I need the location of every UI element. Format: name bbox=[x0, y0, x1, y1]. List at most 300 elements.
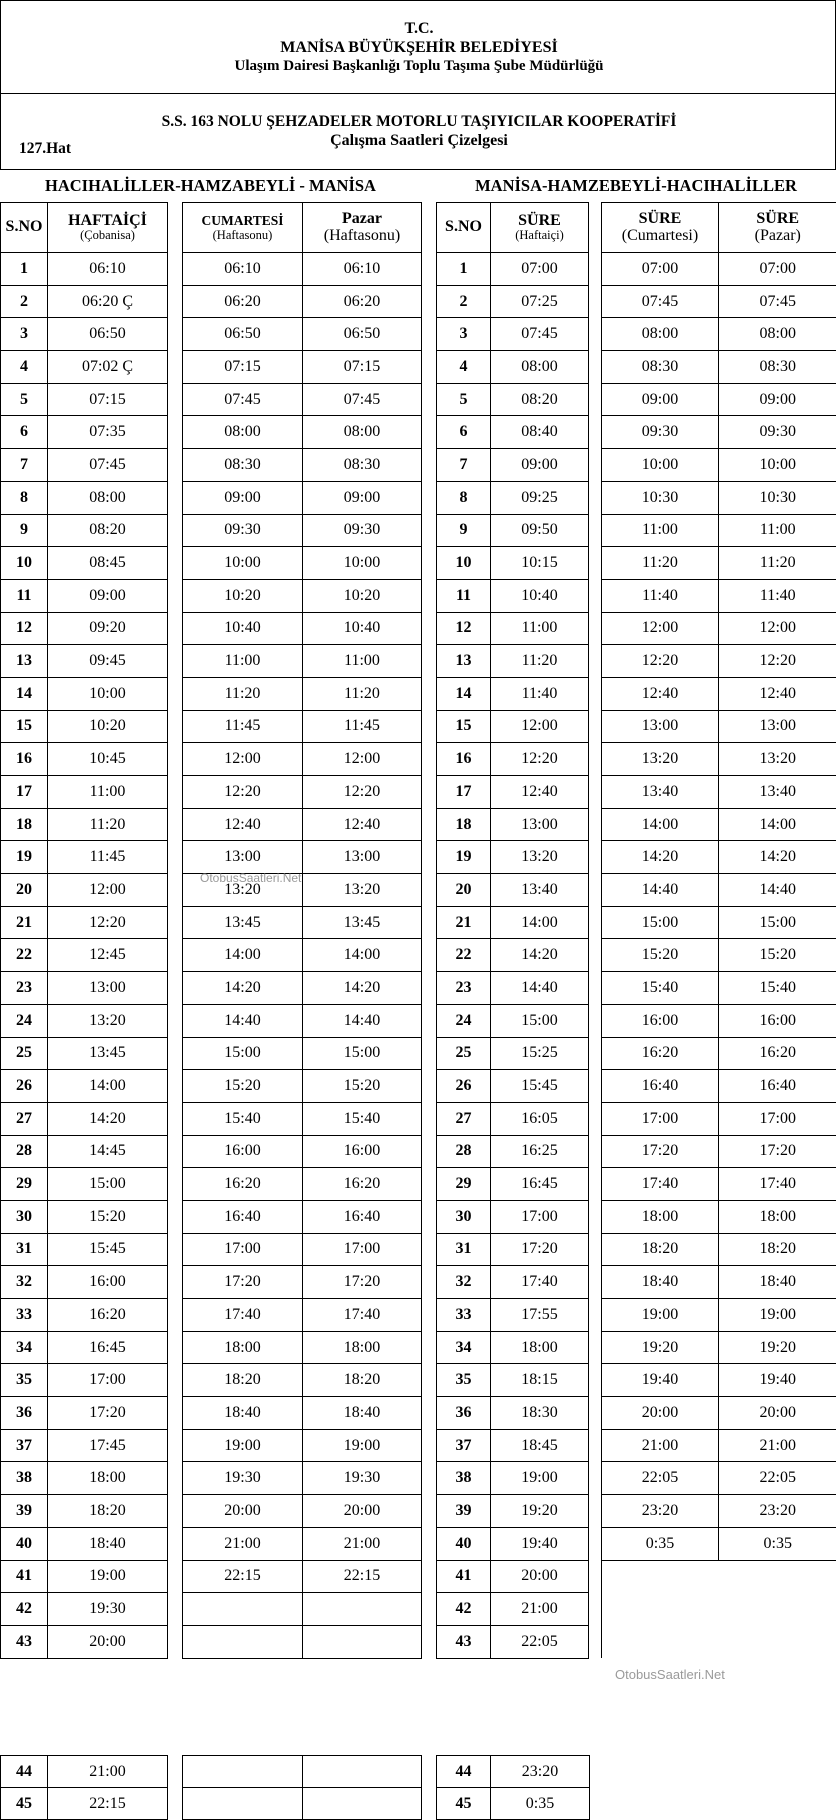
sunday-time: 20:00 bbox=[719, 1397, 836, 1430]
column-gap bbox=[589, 449, 602, 482]
weekday-time: 16:05 bbox=[491, 1102, 589, 1135]
table-row bbox=[1, 253, 422, 286]
row-number: 17 bbox=[1, 776, 48, 809]
row-number: 21 bbox=[437, 906, 491, 939]
weekday-time: 09:45 bbox=[48, 645, 168, 678]
weekday-time: 08:00 bbox=[491, 351, 589, 384]
column-gap bbox=[589, 318, 602, 351]
weekday-time: 14:20 bbox=[491, 939, 589, 972]
column-gap bbox=[168, 874, 183, 907]
sunday-time: 17:20 bbox=[719, 1135, 836, 1168]
saturday-time: 19:30 bbox=[183, 1462, 303, 1495]
weekday-time: 07:45 bbox=[491, 318, 589, 351]
sunday-time: 19:30 bbox=[303, 1462, 422, 1495]
row-number: 41 bbox=[437, 1560, 491, 1593]
left-route-title: HACIHALİLLER-HAMZABEYLİ - MANİSA bbox=[0, 170, 421, 202]
sunday-time: 18:00 bbox=[719, 1200, 836, 1233]
weekday-time: 14:45 bbox=[48, 1135, 168, 1168]
saturday-time: 11:00 bbox=[602, 514, 719, 547]
table-row bbox=[1, 1168, 422, 1201]
saturday-time: 16:20 bbox=[602, 1037, 719, 1070]
column-gap bbox=[589, 1200, 602, 1233]
column-gap bbox=[168, 612, 183, 645]
table-row bbox=[1, 1788, 422, 1820]
subheader-box bbox=[0, 93, 836, 170]
sunday-time: 22:05 bbox=[719, 1462, 836, 1495]
column-gap bbox=[168, 1364, 183, 1397]
saturday-time bbox=[602, 1593, 719, 1626]
row-number: 35 bbox=[1, 1364, 48, 1397]
sunday-time: 12:20 bbox=[303, 776, 422, 809]
saturday-time: 12:40 bbox=[602, 677, 719, 710]
sunday-time: 12:40 bbox=[719, 677, 836, 710]
sunday-time: 15:00 bbox=[303, 1037, 422, 1070]
table-row bbox=[1, 972, 422, 1005]
saturday-time: 11:00 bbox=[183, 645, 303, 678]
weekday-time: 13:20 bbox=[491, 841, 589, 874]
saturday-time: 12:40 bbox=[183, 808, 303, 841]
weekday-time: 13:20 bbox=[48, 1004, 168, 1037]
table-row bbox=[1, 1397, 422, 1430]
weekday-time: 08:20 bbox=[491, 383, 589, 416]
table-row bbox=[1, 939, 422, 972]
sunday-time: 18:20 bbox=[719, 1233, 836, 1266]
table-row bbox=[1, 1233, 422, 1266]
table-row bbox=[437, 383, 836, 416]
row-number: 15 bbox=[1, 710, 48, 743]
sunday-time: 14:20 bbox=[719, 841, 836, 874]
table-row bbox=[1, 547, 422, 580]
saturday-time: 17:20 bbox=[602, 1135, 719, 1168]
table-row bbox=[437, 1527, 836, 1560]
saturday-time bbox=[183, 1788, 303, 1820]
column-gap bbox=[589, 351, 602, 384]
row-number: 21 bbox=[1, 906, 48, 939]
weekday-time: 18:20 bbox=[48, 1495, 168, 1528]
row-number: 10 bbox=[1, 547, 48, 580]
row-number: 13 bbox=[437, 645, 491, 678]
column-gap bbox=[589, 776, 602, 809]
sunday-time: 19:40 bbox=[719, 1364, 836, 1397]
column-gap bbox=[168, 1004, 183, 1037]
sunday-time: 07:45 bbox=[719, 285, 836, 318]
saturday-time: 14:20 bbox=[602, 841, 719, 874]
table-row bbox=[1, 776, 422, 809]
saturday-time: 12:00 bbox=[183, 743, 303, 776]
sunday-time: 08:30 bbox=[719, 351, 836, 384]
row-number: 18 bbox=[437, 808, 491, 841]
column-gap bbox=[168, 776, 183, 809]
table-row bbox=[437, 1037, 836, 1070]
weekday-time: 07:02 Ç bbox=[48, 351, 168, 384]
table-row bbox=[1, 449, 422, 482]
weekday-time: 16:00 bbox=[48, 1266, 168, 1299]
column-gap bbox=[168, 1168, 183, 1201]
row-number: 26 bbox=[1, 1070, 48, 1103]
weekday-time: 12:00 bbox=[491, 710, 589, 743]
column-gap bbox=[168, 1102, 183, 1135]
column-gap bbox=[589, 1102, 602, 1135]
table-row bbox=[1, 1070, 422, 1103]
table-row bbox=[437, 547, 836, 580]
column-gap bbox=[168, 1527, 183, 1560]
saturday-time: 10:00 bbox=[602, 449, 719, 482]
saturday-time bbox=[183, 1593, 303, 1626]
row-number: 44 bbox=[437, 1756, 491, 1788]
table-row bbox=[1, 514, 422, 547]
sunday-time: 07:45 bbox=[303, 383, 422, 416]
row-number: 6 bbox=[1, 416, 48, 449]
sunday-time: 21:00 bbox=[719, 1429, 836, 1462]
table-row bbox=[1, 383, 422, 416]
left-header-no: S.NO bbox=[1, 203, 48, 253]
table-row bbox=[1, 1135, 422, 1168]
row-number: 38 bbox=[1, 1462, 48, 1495]
row-number: 27 bbox=[1, 1102, 48, 1135]
weekday-time: 13:00 bbox=[48, 972, 168, 1005]
column-gap bbox=[168, 1135, 183, 1168]
column-gap bbox=[168, 906, 183, 939]
row-number: 44 bbox=[1, 1756, 48, 1788]
weekday-time: 11:00 bbox=[491, 612, 589, 645]
sunday-time: 13:00 bbox=[719, 710, 836, 743]
column-gap bbox=[168, 972, 183, 1005]
table-row bbox=[437, 514, 836, 547]
saturday-time: 17:40 bbox=[183, 1299, 303, 1332]
cooperative-name: S.S. 163 NOLU ŞEHZADELER MOTORLU TAŞIYICILAR KOOPERATİFİ bbox=[1, 113, 836, 131]
column-gap bbox=[168, 351, 183, 384]
saturday-time: 17:00 bbox=[183, 1233, 303, 1266]
saturday-time: 12:20 bbox=[602, 645, 719, 678]
table-row bbox=[1, 285, 422, 318]
sunday-time: 08:00 bbox=[719, 318, 836, 351]
saturday-time: 07:45 bbox=[183, 383, 303, 416]
row-number: 25 bbox=[437, 1037, 491, 1070]
saturday-time: 15:00 bbox=[183, 1037, 303, 1070]
table-row bbox=[437, 1102, 836, 1135]
row-number: 45 bbox=[437, 1788, 491, 1820]
table-row bbox=[1, 1037, 422, 1070]
saturday-time: 16:20 bbox=[183, 1168, 303, 1201]
saturday-time: 19:00 bbox=[602, 1299, 719, 1332]
row-number: 26 bbox=[437, 1070, 491, 1103]
weekday-time: 10:00 bbox=[48, 677, 168, 710]
row-number: 33 bbox=[1, 1299, 48, 1332]
sunday-time: 09:30 bbox=[303, 514, 422, 547]
row-number: 13 bbox=[1, 645, 48, 678]
row-number: 29 bbox=[1, 1168, 48, 1201]
column-gap bbox=[168, 416, 183, 449]
saturday-time: 14:00 bbox=[602, 808, 719, 841]
column-gap bbox=[168, 1397, 183, 1430]
sunday-time: 19:20 bbox=[719, 1331, 836, 1364]
table-row bbox=[1, 318, 422, 351]
right-header-no: S.NO bbox=[437, 203, 491, 253]
row-number: 4 bbox=[1, 351, 48, 384]
saturday-time: 18:00 bbox=[183, 1331, 303, 1364]
saturday-time bbox=[183, 1625, 303, 1658]
row-number: 45 bbox=[1, 1788, 48, 1820]
row-number: 28 bbox=[437, 1135, 491, 1168]
table-row bbox=[437, 1788, 590, 1820]
saturday-time: 09:30 bbox=[183, 514, 303, 547]
saturday-time: 07:00 bbox=[602, 253, 719, 286]
sunday-time: 15:00 bbox=[719, 906, 836, 939]
saturday-time: 20:00 bbox=[602, 1397, 719, 1430]
saturday-time: 13:20 bbox=[183, 874, 303, 907]
row-number: 8 bbox=[437, 481, 491, 514]
sunday-time: 15:20 bbox=[303, 1070, 422, 1103]
row-number: 34 bbox=[437, 1331, 491, 1364]
row-number: 17 bbox=[437, 776, 491, 809]
weekday-time: 15:45 bbox=[48, 1233, 168, 1266]
table-row bbox=[437, 1266, 836, 1299]
weekday-time: 07:15 bbox=[48, 383, 168, 416]
column-gap bbox=[168, 645, 183, 678]
weekday-time: 18:00 bbox=[491, 1331, 589, 1364]
sunday-time: 08:30 bbox=[303, 449, 422, 482]
weekday-time: 07:45 bbox=[48, 449, 168, 482]
sunday-time: 13:00 bbox=[303, 841, 422, 874]
weekday-time: 09:00 bbox=[48, 579, 168, 612]
sunday-time: 13:20 bbox=[303, 874, 422, 907]
column-gap bbox=[168, 253, 183, 286]
weekday-time: 17:00 bbox=[491, 1200, 589, 1233]
sunday-time: 17:00 bbox=[303, 1233, 422, 1266]
sunday-time: 16:40 bbox=[719, 1070, 836, 1103]
weekday-time: 12:40 bbox=[491, 776, 589, 809]
weekday-time: 11:20 bbox=[48, 808, 168, 841]
sunday-time: 13:45 bbox=[303, 906, 422, 939]
weekday-time: 10:45 bbox=[48, 743, 168, 776]
column-gap bbox=[589, 743, 602, 776]
weekday-time: 06:20 Ç bbox=[48, 285, 168, 318]
row-number: 5 bbox=[437, 383, 491, 416]
sunday-time: 11:00 bbox=[719, 514, 836, 547]
weekday-time: 11:45 bbox=[48, 841, 168, 874]
table-row bbox=[437, 645, 836, 678]
weekday-time: 06:50 bbox=[48, 318, 168, 351]
column-gap bbox=[168, 939, 183, 972]
sunday-time bbox=[719, 1625, 836, 1658]
weekday-time: 13:45 bbox=[48, 1037, 168, 1070]
header-box bbox=[0, 0, 836, 94]
sunday-time: 11:20 bbox=[719, 547, 836, 580]
column-gap bbox=[168, 1200, 183, 1233]
table-row bbox=[437, 1625, 836, 1658]
table-row bbox=[1, 1625, 422, 1658]
weekday-time: 09:20 bbox=[48, 612, 168, 645]
table-row bbox=[1, 645, 422, 678]
saturday-time: 15:00 bbox=[602, 906, 719, 939]
weekday-time: 12:20 bbox=[491, 743, 589, 776]
column-gap bbox=[589, 1070, 602, 1103]
column-gap bbox=[589, 1364, 602, 1397]
sunday-time: 11:45 bbox=[303, 710, 422, 743]
sunday-time: 19:00 bbox=[303, 1429, 422, 1462]
table-row bbox=[1, 1299, 422, 1332]
weekday-time: 17:20 bbox=[491, 1233, 589, 1266]
header-department: Ulaşım Dairesi Başkanlığı Toplu Taşıma Şube Müdürlüğü bbox=[1, 58, 836, 75]
table-row bbox=[437, 253, 836, 286]
table-row bbox=[437, 481, 836, 514]
row-number: 27 bbox=[437, 1102, 491, 1135]
saturday-time: 21:00 bbox=[183, 1527, 303, 1560]
sunday-time: 13:40 bbox=[719, 776, 836, 809]
table-row bbox=[437, 449, 836, 482]
row-number: 23 bbox=[437, 972, 491, 1005]
weekday-time: 19:40 bbox=[491, 1527, 589, 1560]
row-number: 18 bbox=[1, 808, 48, 841]
column-gap bbox=[168, 1331, 183, 1364]
row-number: 24 bbox=[437, 1004, 491, 1037]
column-gap bbox=[589, 1299, 602, 1332]
saturday-time: 11:40 bbox=[602, 579, 719, 612]
weekday-time: 15:00 bbox=[48, 1168, 168, 1201]
saturday-time: 11:45 bbox=[183, 710, 303, 743]
row-number: 38 bbox=[437, 1462, 491, 1495]
saturday-time: 19:00 bbox=[183, 1429, 303, 1462]
sunday-time: 06:10 bbox=[303, 253, 422, 286]
row-number: 16 bbox=[1, 743, 48, 776]
table-row bbox=[1, 1429, 422, 1462]
row-number: 8 bbox=[1, 481, 48, 514]
row-number: 39 bbox=[437, 1495, 491, 1528]
column-gap bbox=[168, 1429, 183, 1462]
column-gap bbox=[589, 1593, 602, 1626]
weekday-time: 09:00 bbox=[491, 449, 589, 482]
table-row bbox=[437, 1200, 836, 1233]
row-number: 14 bbox=[437, 677, 491, 710]
column-gap bbox=[589, 285, 602, 318]
table-row bbox=[1, 841, 422, 874]
column-gap bbox=[168, 1495, 183, 1528]
row-number: 34 bbox=[1, 1331, 48, 1364]
saturday-time: 17:20 bbox=[183, 1266, 303, 1299]
weekday-time: 22:15 bbox=[48, 1788, 168, 1820]
table-row bbox=[437, 612, 836, 645]
right-gap bbox=[589, 203, 602, 253]
weekday-time: 20:00 bbox=[48, 1625, 168, 1658]
table-row bbox=[1, 1102, 422, 1135]
column-gap bbox=[589, 253, 602, 286]
weekday-time: 17:00 bbox=[48, 1364, 168, 1397]
table-row bbox=[1, 743, 422, 776]
sunday-time: 17:00 bbox=[719, 1102, 836, 1135]
right-timetable bbox=[436, 202, 836, 1659]
table-row bbox=[437, 1462, 836, 1495]
sunday-time bbox=[303, 1625, 422, 1658]
table-row bbox=[437, 1495, 836, 1528]
right-header-saturday: SÜRE (Cumartesi) bbox=[602, 203, 719, 253]
weekday-time: 11:00 bbox=[48, 776, 168, 809]
weekday-time: 17:45 bbox=[48, 1429, 168, 1462]
saturday-time: 23:20 bbox=[602, 1495, 719, 1528]
row-number: 35 bbox=[437, 1364, 491, 1397]
table-row bbox=[1, 710, 422, 743]
table-row bbox=[437, 808, 836, 841]
table-row bbox=[437, 1070, 836, 1103]
right-header-sunday: SÜRE (Pazar) bbox=[719, 203, 836, 253]
row-number: 31 bbox=[437, 1233, 491, 1266]
saturday-time: 13:45 bbox=[183, 906, 303, 939]
table-row bbox=[437, 710, 836, 743]
sunday-time bbox=[303, 1756, 422, 1788]
saturday-time: 10:20 bbox=[183, 579, 303, 612]
table-row bbox=[437, 1004, 836, 1037]
column-gap bbox=[589, 841, 602, 874]
sunday-time: 14:20 bbox=[303, 972, 422, 1005]
column-gap bbox=[168, 1299, 183, 1332]
weekday-time: 19:20 bbox=[491, 1495, 589, 1528]
saturday-time: 17:40 bbox=[602, 1168, 719, 1201]
column-gap bbox=[589, 972, 602, 1005]
row-number: 2 bbox=[437, 285, 491, 318]
schedule-subtitle: Çalışma Saatleri Çizelgesi bbox=[1, 132, 836, 150]
table-row bbox=[437, 1560, 836, 1593]
sunday-time: 09:00 bbox=[719, 383, 836, 416]
column-gap bbox=[589, 1037, 602, 1070]
weekday-time: 19:00 bbox=[48, 1560, 168, 1593]
left-header-weekday: HAFTAİÇİ (Çobanisa) bbox=[48, 203, 168, 253]
row-number: 19 bbox=[437, 841, 491, 874]
weekday-time: 19:00 bbox=[491, 1462, 589, 1495]
weekday-time: 08:20 bbox=[48, 514, 168, 547]
sunday-time: 13:20 bbox=[719, 743, 836, 776]
saturday-time: 16:00 bbox=[602, 1004, 719, 1037]
sunday-time: 20:00 bbox=[303, 1495, 422, 1528]
table-row bbox=[437, 1233, 836, 1266]
column-gap bbox=[168, 547, 183, 580]
weekday-time: 08:00 bbox=[48, 481, 168, 514]
row-number: 9 bbox=[1, 514, 48, 547]
table-row bbox=[1, 1266, 422, 1299]
sunday-time: 11:00 bbox=[303, 645, 422, 678]
sunday-time: 17:40 bbox=[303, 1299, 422, 1332]
column-gap bbox=[589, 1462, 602, 1495]
weekday-time: 12:00 bbox=[48, 874, 168, 907]
table-row bbox=[437, 1397, 836, 1430]
sunday-time: 06:50 bbox=[303, 318, 422, 351]
sunday-time: 15:20 bbox=[719, 939, 836, 972]
weekday-time: 08:45 bbox=[48, 547, 168, 580]
column-gap bbox=[589, 612, 602, 645]
weekday-time: 13:00 bbox=[491, 808, 589, 841]
weekday-time: 14:20 bbox=[48, 1102, 168, 1135]
sunday-time: 18:20 bbox=[303, 1364, 422, 1397]
column-gap bbox=[589, 1168, 602, 1201]
sunday-time: 06:20 bbox=[303, 285, 422, 318]
right-header-weekday: SÜRE (Haftaiçi) bbox=[491, 203, 589, 253]
weekday-time: 21:00 bbox=[491, 1593, 589, 1626]
weekday-time: 09:25 bbox=[491, 481, 589, 514]
weekday-time: 22:05 bbox=[491, 1625, 589, 1658]
sunday-time: 07:15 bbox=[303, 351, 422, 384]
saturday-time: 09:00 bbox=[183, 481, 303, 514]
column-gap bbox=[168, 1756, 183, 1788]
sunday-time: 16:20 bbox=[719, 1037, 836, 1070]
row-number: 5 bbox=[1, 383, 48, 416]
table-row bbox=[1, 1004, 422, 1037]
row-number: 15 bbox=[437, 710, 491, 743]
table-row bbox=[437, 972, 836, 1005]
saturday-time: 09:30 bbox=[602, 416, 719, 449]
left-timetable-continued bbox=[0, 1755, 422, 1820]
saturday-time bbox=[602, 1625, 719, 1658]
sunday-time: 17:40 bbox=[719, 1168, 836, 1201]
column-gap bbox=[168, 1462, 183, 1495]
row-number: 22 bbox=[1, 939, 48, 972]
